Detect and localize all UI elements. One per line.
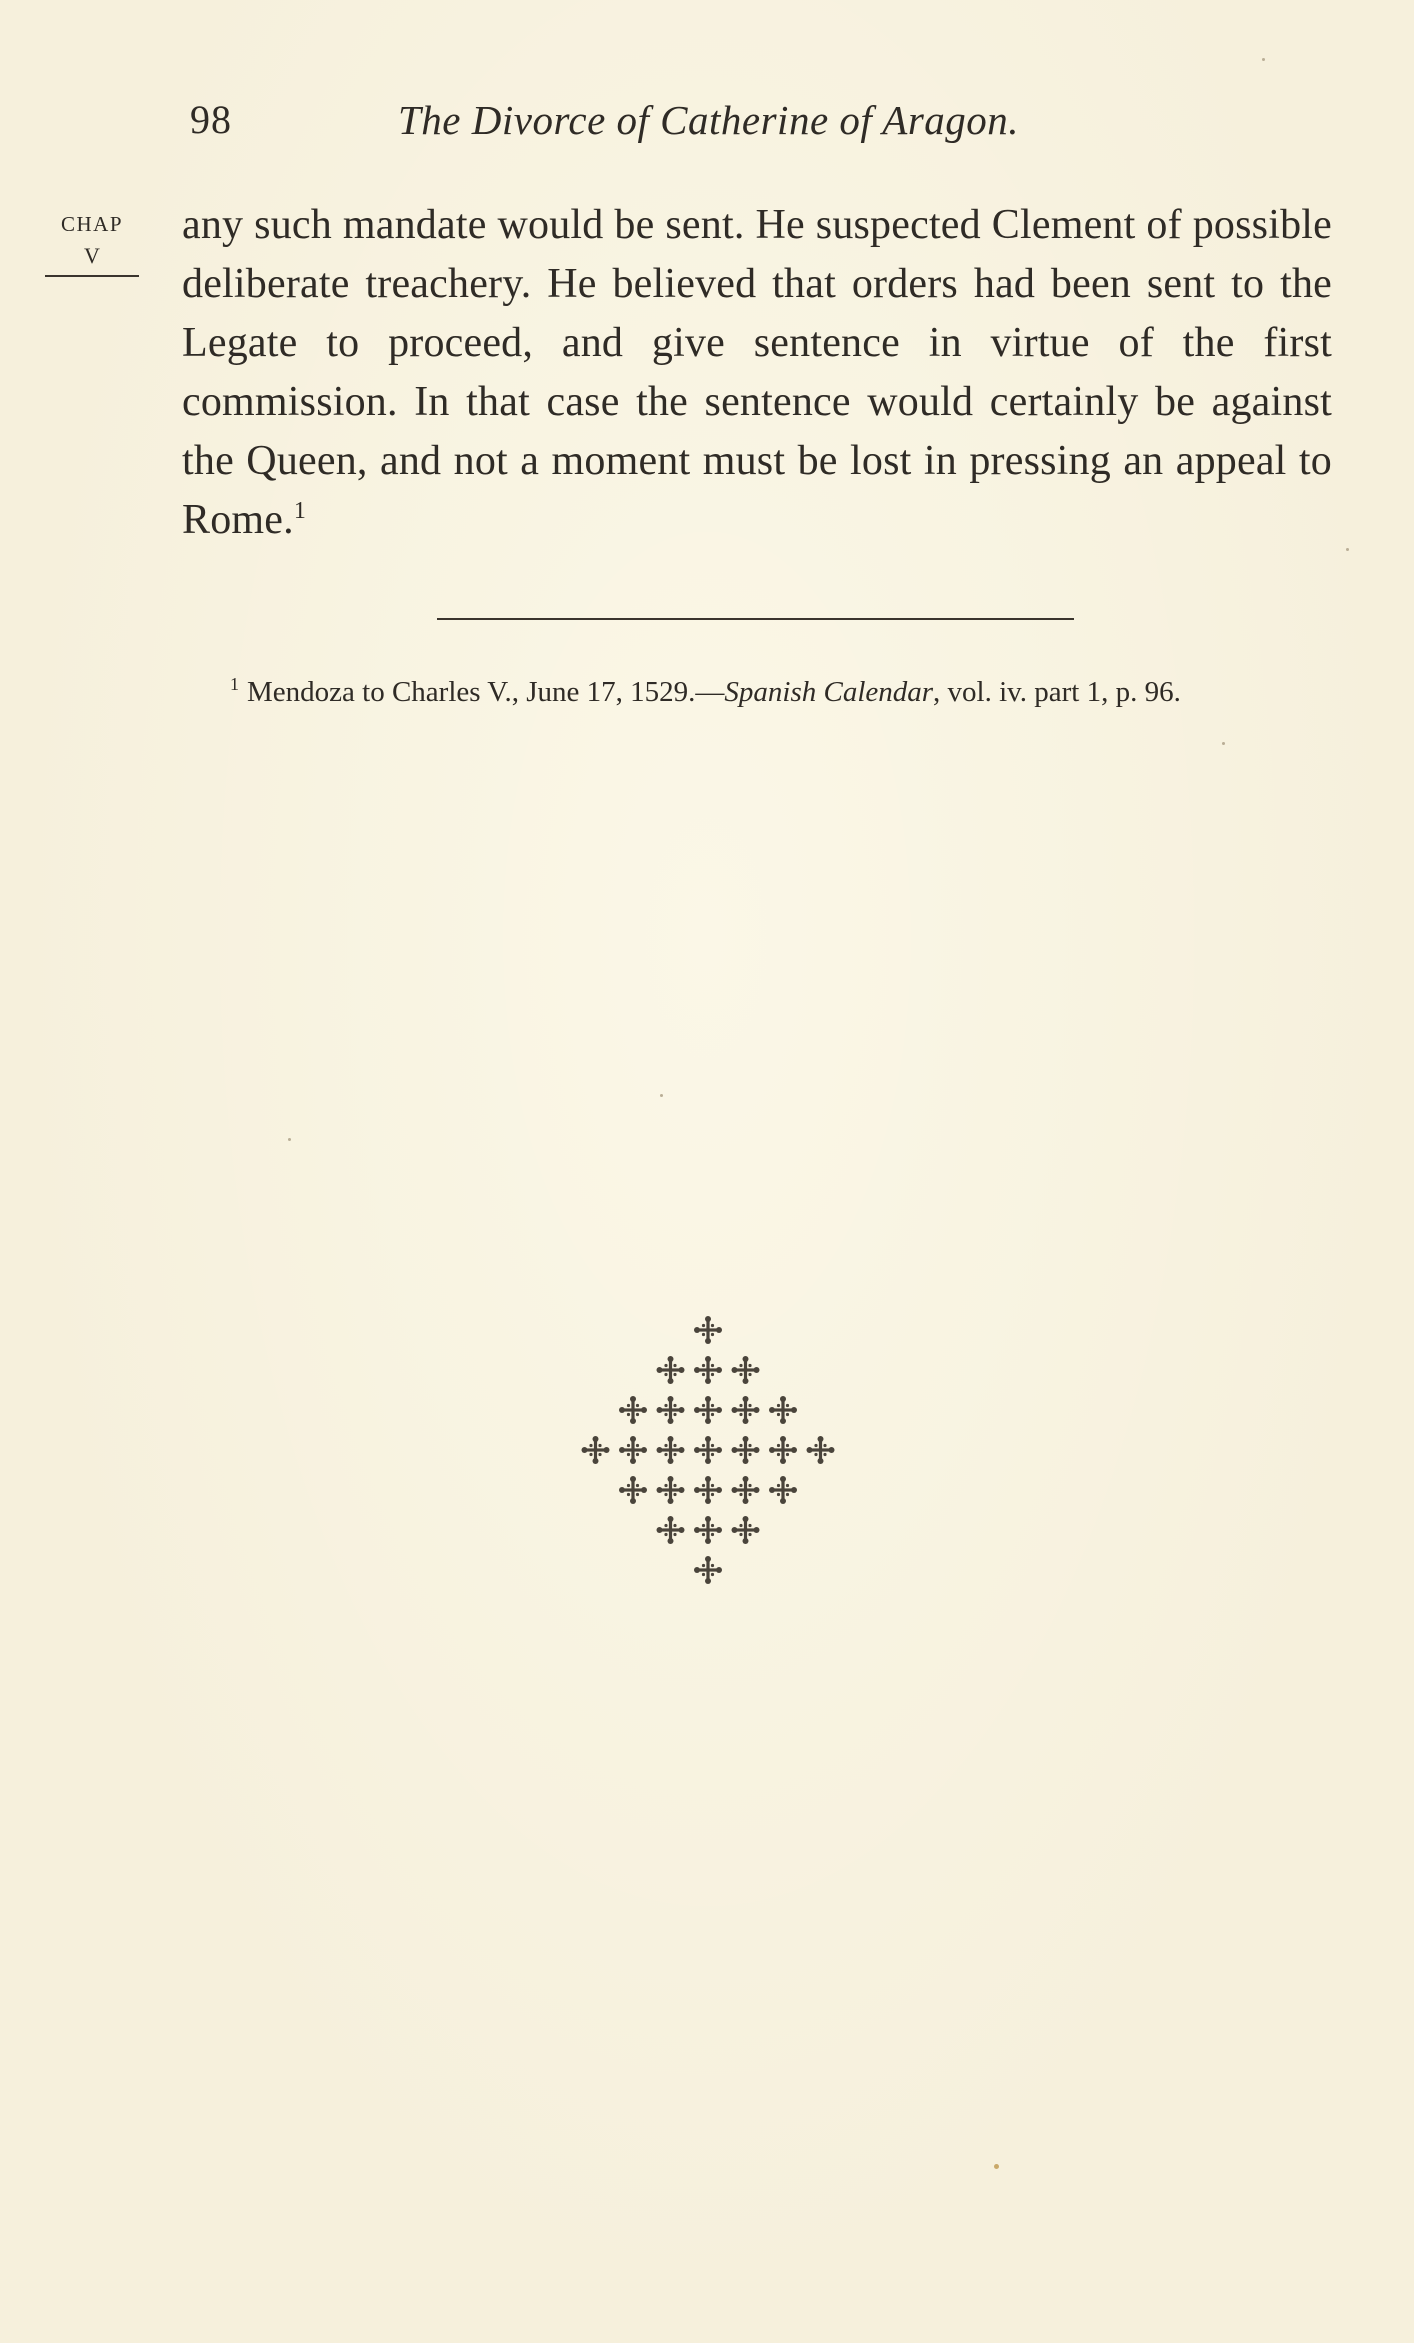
cross-fleury-icon xyxy=(807,1436,835,1464)
cross-fleury-icon xyxy=(619,1396,647,1424)
cross-fleury-icon xyxy=(732,1476,760,1504)
cross-fleury-icon xyxy=(694,1356,722,1384)
paper-speck xyxy=(288,1138,291,1141)
chapter-number: V xyxy=(84,243,100,268)
footnote-text-after: , vol. iv. part 1, p. 96. xyxy=(933,676,1181,708)
cross-fleury-icon xyxy=(582,1436,610,1464)
chapter-margin-note xyxy=(42,214,142,277)
cross-fleury-icon xyxy=(769,1476,797,1504)
footnote-separator xyxy=(437,618,1074,620)
cross-fleury-icon xyxy=(732,1356,760,1384)
chapter-rule xyxy=(45,275,139,277)
cross-fleury-icon xyxy=(657,1396,685,1424)
cross-fleury-icon xyxy=(694,1476,722,1504)
footnote-reference: 1 xyxy=(293,498,307,524)
running-head xyxy=(186,96,1186,152)
paper-speck xyxy=(1222,742,1225,745)
running-title: The Divorce of Catherine of Aragon. xyxy=(398,97,1020,143)
cross-fleury-icon xyxy=(657,1356,685,1384)
body-paragraph xyxy=(182,196,1332,550)
cross-fleury-icon xyxy=(769,1396,797,1424)
body-paragraph-text: any such mandate would be sent. He suspected Clement of possible deliberate treachery. He believed that orders had been sent to the Legate to proceed, and give sentence in virtue of the first commission. In that case the sentence would certainly be against the Queen, and not a moment must be lost in pressing an appeal to Rome. xyxy=(182,202,1332,543)
cross-fleury-icon xyxy=(694,1316,722,1344)
page-number: 98 xyxy=(190,97,232,142)
cross-fleury-icon xyxy=(732,1436,760,1464)
paper-speck xyxy=(994,2164,999,2169)
cross-fleury-icon xyxy=(769,1436,797,1464)
cross-fleury-icon xyxy=(732,1396,760,1424)
cross-fleury-icon xyxy=(694,1556,722,1584)
footnote-marker: 1 xyxy=(230,674,239,695)
footnote-text-before: Mendoza to Charles V., June 17, 1529.— xyxy=(247,676,725,708)
cross-fleury-icon xyxy=(732,1516,760,1544)
chapter-label: CHAP xyxy=(60,212,124,236)
paper-speck xyxy=(660,1094,663,1097)
footnote xyxy=(178,673,1332,712)
footnote-source-title: Spanish Calendar xyxy=(724,676,934,708)
cross-fleury-icon xyxy=(657,1516,685,1544)
cross-fleury-icon xyxy=(657,1476,685,1504)
cross-fleury-icon xyxy=(619,1436,647,1464)
cross-fleury-icon xyxy=(657,1436,685,1464)
ornament-diamond xyxy=(533,1310,883,1596)
end-ornament xyxy=(533,1310,883,1596)
paper-speck xyxy=(1346,548,1349,551)
cross-fleury-icon xyxy=(694,1436,722,1464)
cross-fleury-icon xyxy=(619,1476,647,1504)
cross-fleury-icon xyxy=(694,1396,722,1424)
cross-fleury-icon xyxy=(694,1516,722,1544)
paper-speck xyxy=(1262,58,1265,61)
